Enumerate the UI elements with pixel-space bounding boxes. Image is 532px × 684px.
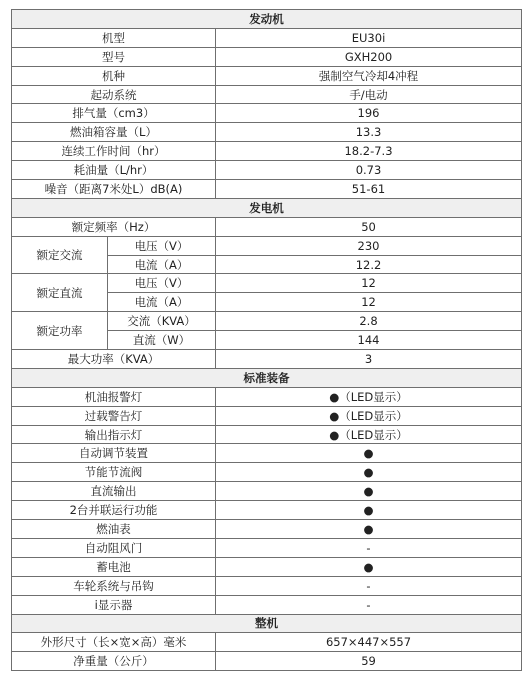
row-label: 机油报警灯 bbox=[12, 387, 216, 406]
row-value: ● bbox=[216, 501, 522, 520]
table-row bbox=[12, 28, 522, 47]
row-label: 电压（V） bbox=[108, 236, 216, 255]
spec-sheet bbox=[11, 9, 522, 671]
row-value: ● bbox=[216, 520, 522, 539]
row-value: 13.3 bbox=[216, 123, 522, 142]
table-row bbox=[12, 425, 522, 444]
row-label: 电压（V） bbox=[108, 274, 216, 293]
group-label-dc: 额定直流 bbox=[12, 274, 108, 312]
table-row bbox=[12, 444, 522, 463]
row-label: 自动调节装置 bbox=[12, 444, 216, 463]
section-header-row bbox=[12, 614, 522, 633]
row-value: 12 bbox=[216, 274, 522, 293]
row-label: 机种 bbox=[12, 66, 216, 85]
table-row bbox=[12, 47, 522, 66]
row-label: 型号 bbox=[12, 47, 216, 66]
table-row bbox=[12, 406, 522, 425]
row-value: 657×447×557 bbox=[216, 633, 522, 652]
row-value: 0.73 bbox=[216, 161, 522, 180]
row-value: 3 bbox=[216, 350, 522, 369]
row-value: 59 bbox=[216, 652, 522, 671]
row-label: 额定频率（Hz） bbox=[12, 217, 216, 236]
row-label: 直流输出 bbox=[12, 482, 216, 501]
row-value: ● bbox=[216, 444, 522, 463]
row-value: 手/电动 bbox=[216, 85, 522, 104]
row-label: 2台并联运行功能 bbox=[12, 501, 216, 520]
table-row bbox=[12, 180, 522, 199]
row-value: - bbox=[216, 576, 522, 595]
group-label-ac: 额定交流 bbox=[12, 236, 108, 274]
section-engine-title: 发动机 bbox=[12, 10, 522, 29]
spec-table bbox=[11, 9, 522, 671]
table-row bbox=[12, 576, 522, 595]
row-label: 车轮系统与吊钩 bbox=[12, 576, 216, 595]
row-value: ● bbox=[216, 557, 522, 576]
table-row bbox=[12, 142, 522, 161]
section-whole-title: 整机 bbox=[12, 614, 522, 633]
table-row bbox=[12, 520, 522, 539]
row-value: 2.8 bbox=[216, 312, 522, 331]
table-row bbox=[12, 595, 522, 614]
row-value: - bbox=[216, 538, 522, 557]
section-header-row bbox=[12, 368, 522, 387]
row-label: 蓄电池 bbox=[12, 557, 216, 576]
row-label: 耗油量（L/hr） bbox=[12, 161, 216, 180]
table-row bbox=[12, 652, 522, 671]
table-row bbox=[12, 123, 522, 142]
row-value: EU30i bbox=[216, 28, 522, 47]
row-value: 12 bbox=[216, 293, 522, 312]
row-label: 净重量（公斤） bbox=[12, 652, 216, 671]
row-label: 交流（KVA） bbox=[108, 312, 216, 331]
table-row bbox=[12, 538, 522, 557]
row-label: 噪音（距离7米处L）dB(A) bbox=[12, 180, 216, 199]
row-value: ● bbox=[216, 463, 522, 482]
row-value: 196 bbox=[216, 104, 522, 123]
table-row bbox=[12, 387, 522, 406]
row-value: 144 bbox=[216, 331, 522, 350]
row-value: ●（LED显示） bbox=[216, 387, 522, 406]
table-row bbox=[12, 633, 522, 652]
row-value: 51-61 bbox=[216, 180, 522, 199]
row-label: 燃油表 bbox=[12, 520, 216, 539]
row-label: 燃油箱容量（L） bbox=[12, 123, 216, 142]
table-row bbox=[12, 217, 522, 236]
row-label: 电流（A） bbox=[108, 293, 216, 312]
row-value: 50 bbox=[216, 217, 522, 236]
table-row bbox=[12, 482, 522, 501]
group-label-power: 额定功率 bbox=[12, 312, 108, 350]
table-row bbox=[12, 350, 522, 369]
row-label: 起动系统 bbox=[12, 85, 216, 104]
row-label: 连续工作时间（hr） bbox=[12, 142, 216, 161]
table-row bbox=[12, 463, 522, 482]
table-row bbox=[12, 104, 522, 123]
row-label: 电流（A） bbox=[108, 255, 216, 274]
section-standard-title: 标准装备 bbox=[12, 368, 522, 387]
row-label: 节能节流阀 bbox=[12, 463, 216, 482]
section-header-row bbox=[12, 198, 522, 217]
section-header-row bbox=[12, 10, 522, 29]
row-value: 18.2-7.3 bbox=[216, 142, 522, 161]
row-label: 最大功率（KVA） bbox=[12, 350, 216, 369]
row-label: i显示器 bbox=[12, 595, 216, 614]
row-label: 机型 bbox=[12, 28, 216, 47]
row-label: 输出指示灯 bbox=[12, 425, 216, 444]
row-label: 排气量（cm3） bbox=[12, 104, 216, 123]
table-row bbox=[12, 274, 522, 293]
table-row bbox=[12, 236, 522, 255]
row-value: GXH200 bbox=[216, 47, 522, 66]
row-value: ● bbox=[216, 482, 522, 501]
table-row bbox=[12, 161, 522, 180]
table-row bbox=[12, 557, 522, 576]
table-row bbox=[12, 85, 522, 104]
table-row bbox=[12, 312, 522, 331]
row-value: 230 bbox=[216, 236, 522, 255]
table-row bbox=[12, 66, 522, 85]
row-label: 自动阻风门 bbox=[12, 538, 216, 557]
row-value: ●（LED显示） bbox=[216, 425, 522, 444]
row-label: 直流（W） bbox=[108, 331, 216, 350]
row-value: 强制空气冷却4冲程 bbox=[216, 66, 522, 85]
row-label: 过载警告灯 bbox=[12, 406, 216, 425]
row-value: - bbox=[216, 595, 522, 614]
row-value: ●（LED显示） bbox=[216, 406, 522, 425]
row-label: 外形尺寸（长×宽×高）毫米 bbox=[12, 633, 216, 652]
row-value: 12.2 bbox=[216, 255, 522, 274]
table-row bbox=[12, 501, 522, 520]
section-generator-title: 发电机 bbox=[12, 198, 522, 217]
